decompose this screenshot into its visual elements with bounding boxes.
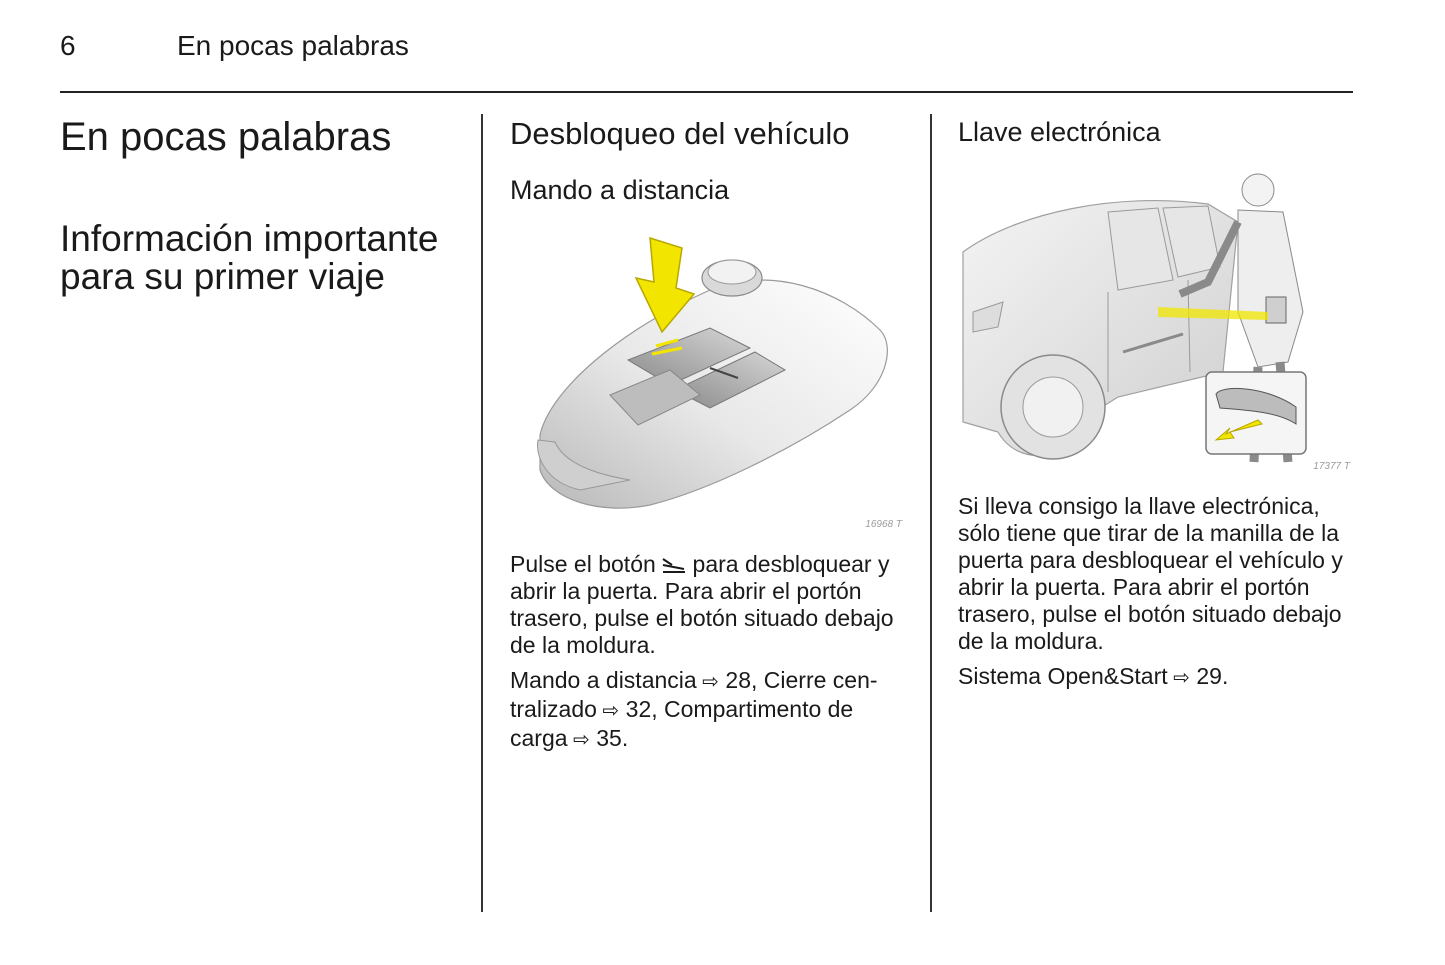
electronic-key-instruction: Si lleva consigo la llave electrónica, sólo tiene que tirar de la manilla de la puerta para desbloquear el vehículo y abrir la puerta. Para abrir el portón trasero, pulse el botón situado debajo de la moldura.	[958, 493, 1343, 654]
remote-subsection-title: Mando a distancia	[510, 175, 730, 205]
electronic-key-figure	[958, 162, 1354, 474]
unlock-cross-references: Mando a distancia ⇨ 28, Cierre cen- tralizado ⇨ 32, Compartimento de carga ⇨ 35.	[510, 667, 878, 751]
section-title-line-2: para su primer viaje	[60, 256, 385, 297]
header-rule	[60, 91, 1353, 93]
unlock-instruction: Pulse el botón para desbloquear y abrir la puerta. Para abrir el portón trasero, pulse el botón situado debajo de la moldura.	[510, 551, 894, 658]
unlock-section-title: Desbloqueo del vehículo	[510, 116, 850, 151]
chapter-title: En pocas palabras	[60, 115, 392, 159]
figure-id-car: 17377 T	[1313, 461, 1350, 472]
electronic-key-body	[958, 493, 1356, 700]
section-title-line-1: Información importante	[60, 218, 439, 259]
unlock-body	[510, 551, 910, 762]
page-number: 6	[60, 30, 76, 61]
car-door-illustration	[958, 162, 1354, 474]
cross-reference-arrow-icon: ⇨	[1167, 667, 1190, 689]
running-title: En pocas palabras	[177, 30, 409, 61]
remote-key-figure	[510, 220, 906, 532]
electronic-key-title: Llave electrónica	[958, 117, 1161, 147]
electronic-key-cross-reference: Sistema Open&Start ⇨ 29.	[958, 663, 1229, 689]
cross-reference-arrow-icon: ⇨	[567, 729, 590, 751]
column-divider-right	[930, 114, 932, 912]
figure-id-remote: 16968 T	[865, 519, 902, 530]
unlock-icon	[662, 553, 686, 573]
cross-reference-arrow-icon: ⇨	[696, 671, 720, 693]
cross-reference-arrow-icon: ⇨	[596, 700, 620, 722]
section-title	[60, 220, 438, 296]
column-divider-left	[481, 114, 483, 912]
remote-key-illustration	[510, 220, 906, 532]
